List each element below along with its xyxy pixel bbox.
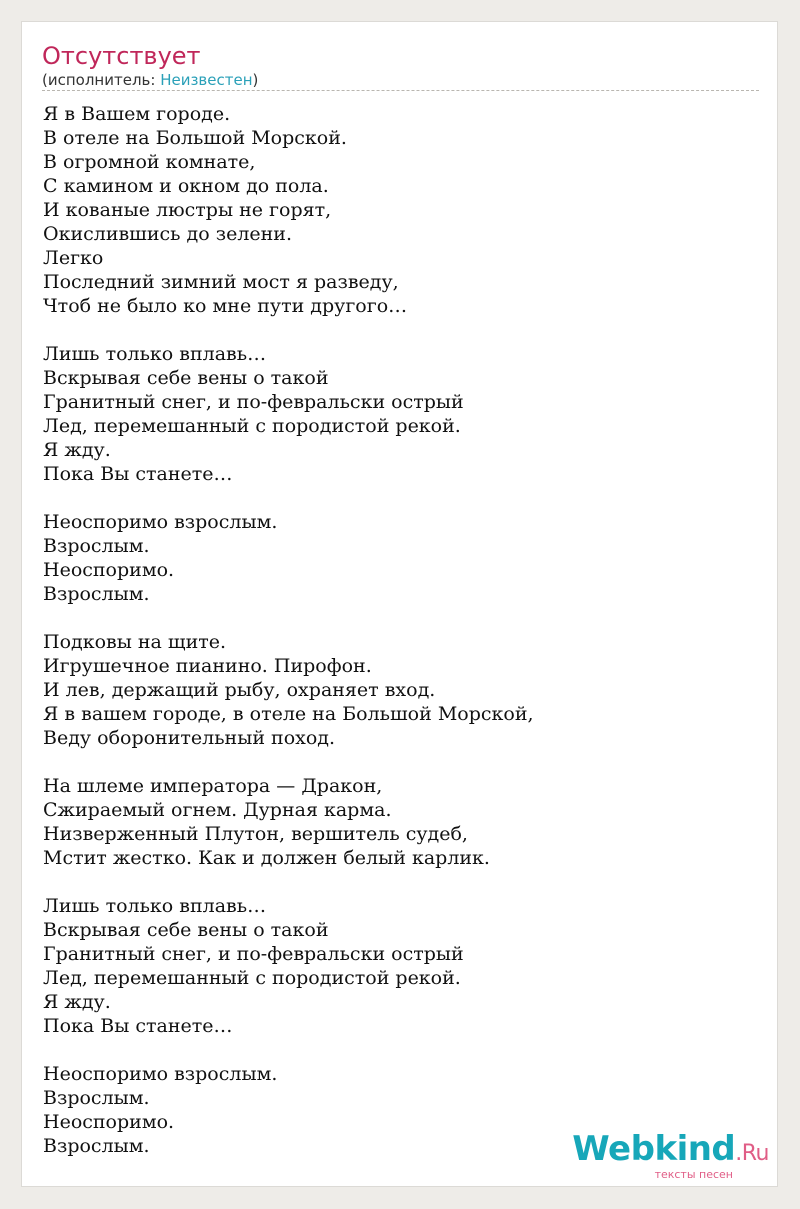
lyric-line: И лев, держащий рыбу, охраняет вход. — [43, 679, 436, 701]
lyric-line: Я жду. — [43, 439, 111, 461]
lyric-line: На шлеме императора — Дракон, — [43, 775, 383, 797]
lyric-line: Взрослым. — [43, 535, 150, 557]
lyric-line: Вскрывая себе вены о такой — [43, 919, 329, 941]
lyric-line: В огромной комнате, — [43, 151, 256, 173]
lyric-line: И кованые люстры не горят, — [43, 199, 332, 221]
lyric-line: Лишь только вплавь… — [43, 343, 267, 365]
lyric-line: Неоспоримо взрослым. — [43, 1063, 278, 1085]
lyric-line: Окислившись до зелени. — [43, 223, 293, 245]
lyrics-card — [21, 21, 778, 1187]
lyric-line: Неоспоримо взрослым. — [43, 511, 278, 533]
stanza-break — [43, 750, 763, 774]
stanza-break — [43, 486, 763, 510]
lyric-line: Легко — [43, 247, 104, 269]
lyric-line: Взрослым. — [43, 1087, 150, 1109]
lyric-line: С камином и окном до пола. — [43, 175, 329, 197]
site-logo[interactable] — [572, 1129, 769, 1181]
lyric-line: Взрослым. — [43, 1135, 150, 1157]
lyric-line: Веду оборонительный поход. — [43, 727, 336, 749]
lyric-line: Лед, перемешанный с породистой рекой. — [43, 415, 461, 437]
title-divider — [42, 90, 759, 91]
lyric-line: Последний зимний мост я разведу, — [43, 271, 399, 293]
lyric-line: Я в Вашем городе. — [43, 103, 231, 125]
lyric-line: Лишь только вплавь… — [43, 895, 267, 917]
stanza-break — [43, 606, 763, 630]
lyric-line: Пока Вы станете… — [43, 463, 233, 485]
lyric-line: Подковы на щите. — [43, 631, 227, 653]
stanza-break — [43, 870, 763, 894]
lyrics-text — [43, 102, 763, 1158]
lyric-line: Вскрывая себе вены о такой — [43, 367, 329, 389]
lyric-line: Пока Вы станете… — [43, 1015, 233, 1037]
lyric-line: Чтоб не было ко мне пути другого… — [43, 295, 408, 317]
logo-tagline: тексты песен — [654, 1168, 733, 1181]
lyric-line: Неоспоримо. — [43, 559, 175, 581]
lyric-line: Я в вашем городе, в отеле на Большой Морской, — [43, 703, 534, 725]
song-title: Отсутствует — [42, 42, 201, 70]
artist-line — [42, 70, 258, 90]
lyric-line: Взрослым. — [43, 583, 150, 605]
lyric-line: Мстит жестко. Как и должен белый карлик. — [43, 847, 490, 869]
logo-main-text: Webkind — [572, 1129, 736, 1169]
artist-link[interactable]: Неизвестен — [160, 71, 253, 89]
stanza-break — [43, 318, 763, 342]
lyric-line: Лед, перемешанный с породистой рекой. — [43, 967, 461, 989]
lyric-line: Низверженный Плутон, вершитель судеб, — [43, 823, 468, 845]
logo-tld-text: .Ru — [735, 1141, 769, 1166]
artist-suffix: ) — [252, 71, 259, 89]
lyric-line: В отеле на Большой Морской. — [43, 127, 347, 149]
lyric-line: Я жду. — [43, 991, 111, 1013]
stanza-break — [43, 1038, 763, 1062]
lyric-line: Сжираемый огнем. Дурная карма. — [43, 799, 392, 821]
lyric-line: Неоспоримо. — [43, 1111, 175, 1133]
lyric-line: Гранитный снег, и по-февральски острый — [43, 943, 464, 965]
lyric-line: Игрушечное пианино. Пирофон. — [43, 655, 372, 677]
lyric-line: Гранитный снег, и по-февральски острый — [43, 391, 464, 413]
artist-prefix: (исполнитель: — [42, 71, 161, 89]
